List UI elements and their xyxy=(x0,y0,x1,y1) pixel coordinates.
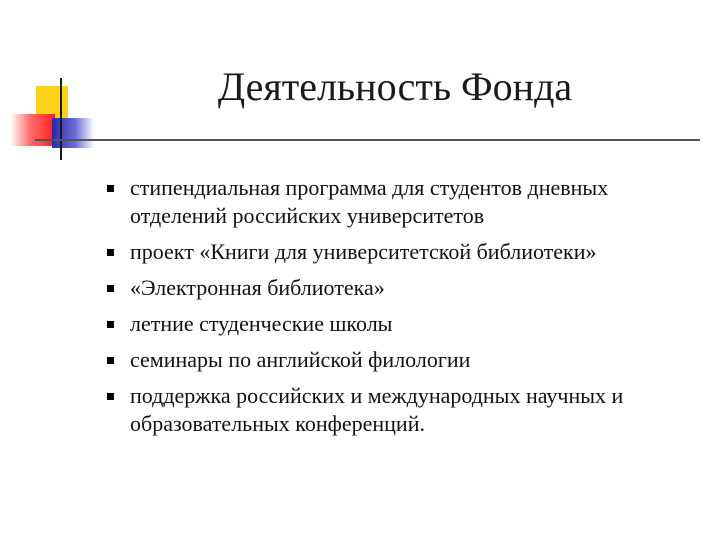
list-item xyxy=(100,346,710,374)
list-item xyxy=(100,310,710,338)
list-item-text: проект «Книги для университетской библиотеки» xyxy=(130,239,597,264)
blue-square xyxy=(52,118,94,148)
bullet-list xyxy=(100,174,710,446)
title-underline xyxy=(35,139,700,141)
square-bullet-icon xyxy=(107,285,114,292)
list-item xyxy=(100,274,710,302)
red-square xyxy=(10,114,55,146)
list-item xyxy=(100,238,710,266)
square-bullet-icon xyxy=(107,321,114,328)
list-item-text: стипендиальная программа для студентов дневных отделений российских университетов xyxy=(130,175,609,228)
vertical-rule xyxy=(60,78,62,160)
square-bullet-icon xyxy=(107,249,114,256)
list-item xyxy=(100,174,710,230)
square-bullet-icon xyxy=(107,393,114,400)
list-item-text: поддержка российских и международных научных и образовательных конференций. xyxy=(130,383,624,436)
slide-title: Деятельность Фонда xyxy=(217,64,573,109)
square-bullet-icon xyxy=(107,185,114,192)
list-item-text: «Электронная библиотека» xyxy=(130,275,385,300)
list-item-text: летние студенческие школы xyxy=(130,311,393,336)
list-item-text: семинары по английской филологии xyxy=(130,347,471,372)
list-item xyxy=(100,382,710,438)
square-bullet-icon xyxy=(107,357,114,364)
